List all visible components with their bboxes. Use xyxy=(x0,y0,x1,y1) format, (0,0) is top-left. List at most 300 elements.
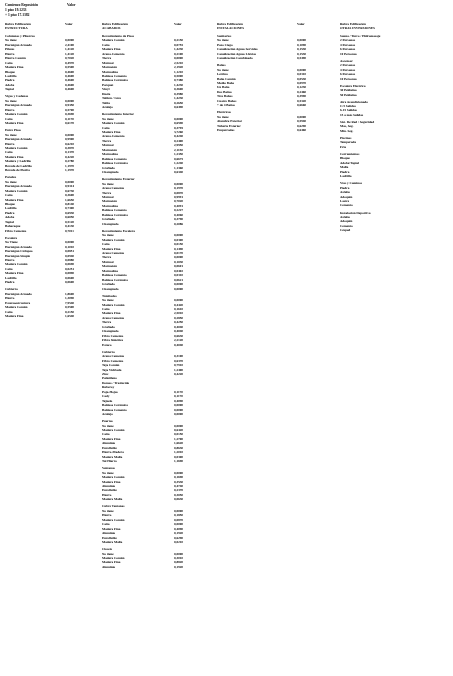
item-label: Hormigón Ciclópeo xyxy=(5,249,33,254)
item-label: Tierra xyxy=(102,190,112,195)
item-label: Ladrillo xyxy=(5,73,17,78)
item-value: 0,0310 xyxy=(174,273,184,278)
item-label: Baldosa Cerámica xyxy=(102,161,128,166)
item-label: Tierra xyxy=(102,138,112,143)
section xyxy=(102,504,212,544)
item-value: 0,7910 xyxy=(174,363,184,368)
item-value: 1,2010 xyxy=(174,450,184,455)
item-value: 0,2400 xyxy=(174,138,184,143)
item-value: 0,4970 xyxy=(65,60,75,65)
item-label: Baldosa Cerámica xyxy=(102,78,128,83)
list-item xyxy=(102,565,212,569)
section-title: Revestimiento Interior xyxy=(102,112,134,117)
item-label: Hormigón Armado xyxy=(5,103,32,108)
item-label: Baldosa Cerámica xyxy=(102,277,128,282)
item-value: 0,2100 xyxy=(174,51,184,56)
item-value: 0,0402 xyxy=(174,268,184,273)
section-title: Sauna / Turco / Hidromasaje xyxy=(340,33,381,38)
section-title: Cubre Ventanas xyxy=(102,504,125,509)
item-value: 1,6540 xyxy=(65,314,75,319)
item-label: Estuco xyxy=(102,342,112,347)
item-label: Adobe/Tapial xyxy=(340,160,359,165)
item-label: Madera Fina xyxy=(5,65,24,70)
item-value: 0,0000 xyxy=(174,56,184,61)
item-label: Baldosa Cemento xyxy=(102,273,127,278)
item-label: No tiene xyxy=(102,551,114,556)
item-label: 6 Personas xyxy=(340,47,356,52)
item-label: Madera Fina xyxy=(102,436,121,441)
item-value: 0,1970 xyxy=(174,186,184,191)
item-value: 2,5010 xyxy=(174,311,184,316)
item-value: 0,2850 xyxy=(174,315,184,320)
item-value: 0,0755 xyxy=(174,42,184,47)
item-value: 0,0000 xyxy=(65,179,75,184)
item-label: No tiene xyxy=(102,181,114,186)
item-label: Césped xyxy=(340,228,351,233)
item-label: Madera Fina xyxy=(5,197,24,202)
item-label: Caña xyxy=(5,116,13,121)
section xyxy=(102,112,212,174)
header-label-column: Comienzo Reposición xyxy=(5,3,39,7)
item-value: 0,0150 xyxy=(174,242,184,247)
section-title: Ascensor xyxy=(340,58,353,63)
item-label: Marmetón xyxy=(102,264,118,269)
item-value: 1,6620 xyxy=(174,441,184,446)
item-value: 0,0300 xyxy=(174,237,184,242)
item-label: Baldosa Cemento xyxy=(102,73,127,78)
item-value: 1,2350 xyxy=(174,152,184,157)
item-value: 0,0000 xyxy=(174,508,184,513)
item-value: 0,4240 xyxy=(174,134,184,139)
item-label: Pilotes xyxy=(5,47,15,52)
item-label: Canalización Aguas Lluvias xyxy=(217,51,257,56)
item-label: Madera Común xyxy=(102,517,125,522)
item-value: 0,4600 xyxy=(65,73,75,78)
item-label: No tiene xyxy=(5,179,17,184)
section xyxy=(217,34,327,61)
list-item xyxy=(102,459,212,463)
section xyxy=(340,211,450,233)
item-value: 1,1690 xyxy=(174,459,184,464)
list-item xyxy=(340,174,450,178)
column-title xyxy=(340,22,450,31)
item-value: 0,4130 xyxy=(65,224,75,229)
section-title: Entre Pisos xyxy=(5,128,21,133)
section xyxy=(340,100,450,118)
item-value: 0,4740 xyxy=(174,484,184,489)
item-value: 0,0000 xyxy=(297,114,307,119)
item-label: No tiene xyxy=(102,298,114,303)
item-value: 0,0000 xyxy=(174,233,184,238)
item-label: Empotradas xyxy=(217,128,235,133)
item-value: 0,6730 xyxy=(65,188,75,193)
item-value: 0,0000 xyxy=(174,412,184,417)
list-item xyxy=(340,77,450,81)
item-value: 0,0940 xyxy=(65,253,75,258)
item-label: No tiene xyxy=(102,470,114,475)
item-label: Alambre Exterior xyxy=(217,119,243,124)
item-label: Tapial xyxy=(5,219,14,224)
item-value: 0,6420 xyxy=(174,427,184,432)
item-label: Azulejo xyxy=(102,412,113,417)
section xyxy=(102,419,212,464)
item-label: Hierro xyxy=(5,258,15,263)
item-value: 0,3050 xyxy=(174,492,184,497)
item-value: 0,1370 xyxy=(65,150,75,155)
item-label: Malla xyxy=(340,165,349,170)
item-value: 0,5500 xyxy=(65,305,75,310)
item-label: Champiado xyxy=(102,170,119,175)
item-value: 2,1920 xyxy=(174,65,184,70)
item-label: No tiene xyxy=(102,233,114,238)
item-label: Tierra xyxy=(102,56,112,61)
item-value: 0,0000 xyxy=(297,38,307,43)
item-label: Ruberoy xyxy=(102,385,115,390)
item-label: Madera y Ladrillo xyxy=(5,159,32,164)
section xyxy=(102,350,212,417)
item-label: No tiene xyxy=(102,423,114,428)
item-value: 0,5500 xyxy=(65,65,75,70)
item-label: Caña xyxy=(5,60,13,65)
item-value: 0,1690 xyxy=(174,475,184,480)
item-label: Madera Común xyxy=(102,302,125,307)
item-value: 0,0890 xyxy=(65,271,75,276)
column-value-header: Valor xyxy=(65,22,73,26)
item-label: Azulejo xyxy=(102,105,113,110)
header-row xyxy=(5,13,75,18)
item-label: Baldosa Cerámica xyxy=(102,212,128,217)
item-label: + de 4 Baños xyxy=(217,103,235,108)
list-item xyxy=(5,121,113,125)
item-value: 2,2120 xyxy=(174,338,184,343)
item-value: 2,9950 xyxy=(174,143,184,148)
section xyxy=(340,136,450,149)
list-item xyxy=(102,105,212,109)
item-label: Marmetón xyxy=(102,199,118,204)
item-label: Grafiado xyxy=(102,282,115,287)
item-value: 0,4090 xyxy=(174,526,184,531)
item-label: Hierro-Madera xyxy=(102,450,124,455)
section xyxy=(340,152,450,179)
section-title: Cubierta xyxy=(5,287,18,292)
item-label: No tiene xyxy=(217,67,229,72)
item-value: 0,5940 xyxy=(297,119,307,124)
item-value: 0,3100 xyxy=(174,354,184,359)
section-title: Revestimiento Escalera xyxy=(102,228,135,233)
item-label: Teja Común xyxy=(102,363,120,368)
item-label: Enrollable xyxy=(102,535,117,540)
item-label: Arena-Cemento xyxy=(102,134,125,139)
item-value: 0,4600 xyxy=(65,87,75,92)
item-value: 0,0601 xyxy=(174,264,184,269)
item-label: Arena-Cemento xyxy=(102,51,125,56)
item-label: Madera Común xyxy=(102,427,125,432)
section xyxy=(217,110,327,132)
item-label: 10 Personas xyxy=(340,51,357,56)
item-label: Hierro xyxy=(5,51,15,56)
item-label: Adobe xyxy=(5,82,15,87)
item-value: 0,4040 xyxy=(174,342,184,347)
item-label: Mármol xyxy=(102,194,114,199)
item-label: Marmolina xyxy=(102,203,118,208)
item-label: Hierro Común xyxy=(5,56,26,61)
item-label: Mármol xyxy=(102,60,114,65)
item-value: 1,1970 xyxy=(65,163,75,168)
item-value: 0,2370 xyxy=(174,488,184,493)
item-value: 0,7020 xyxy=(65,56,75,61)
item-label: Madera Común xyxy=(102,237,125,242)
item-value: 0,1490 xyxy=(174,246,184,251)
column-title xyxy=(102,22,212,31)
item-label: No tiene xyxy=(5,98,17,103)
item-label: Madera Fina xyxy=(102,479,121,484)
item-value: 0,1920 xyxy=(174,531,184,536)
item-value: 0,0000 xyxy=(65,240,75,245)
item-label: Fría xyxy=(340,144,347,149)
list-item xyxy=(217,128,327,132)
header-item-label: + 1 piso 17.1382 xyxy=(5,13,30,17)
item-label: Letrina xyxy=(217,72,228,77)
item-label: Caña xyxy=(102,242,110,247)
item-label: Teja Vidriada xyxy=(102,367,122,372)
item-label: Madera Común xyxy=(102,38,125,43)
column-value-header: Valor xyxy=(297,22,305,26)
item-value: 0,7011 xyxy=(65,228,74,233)
item-value: 0,1090 xyxy=(297,42,307,47)
section-title: Vías y Caminos xyxy=(340,181,362,186)
item-value: 0,0000 xyxy=(174,298,184,303)
section xyxy=(340,181,450,208)
item-label: C/3 Salidas xyxy=(340,104,356,109)
item-label: Un Baño xyxy=(217,85,230,90)
item-label: Caña xyxy=(102,432,110,437)
column-title-label: Rubro Edificación Valor xyxy=(102,22,182,26)
item-label: Baño Común xyxy=(217,76,236,81)
item-value: 0,2150 xyxy=(174,38,184,43)
column-title-label: Rubro Edificación Valor xyxy=(5,22,73,26)
list-item xyxy=(102,287,212,291)
item-value: 0,0251 xyxy=(65,266,75,271)
item-value: 0,0000 xyxy=(174,470,184,475)
item-value: 0,8630 xyxy=(174,445,184,450)
item-value: 0,4090 xyxy=(174,398,184,403)
item-value: 0,4220 xyxy=(65,154,75,159)
item-label: Fibro Cemento xyxy=(102,358,124,363)
column-title-label: Rubro Edificación xyxy=(340,22,366,26)
column-title-label: Rubro Edificación Valor xyxy=(217,22,305,26)
item-label: Hormigón Armado xyxy=(5,291,32,296)
item-value: 0,2780 xyxy=(65,159,75,164)
item-label: Caña xyxy=(5,193,13,198)
item-label: Grafiado xyxy=(102,165,115,170)
item-value: 0,5490 xyxy=(297,56,307,61)
item-label: Fibro Cemento xyxy=(102,333,124,338)
item-value: 0,5000 xyxy=(174,73,184,78)
item-value: 2,4100 xyxy=(65,42,75,47)
section xyxy=(5,125,113,173)
item-label: Caña xyxy=(102,125,110,130)
item-label: Cemento xyxy=(340,223,353,228)
item-value: 1,4230 xyxy=(174,82,184,87)
item-label: Marmetón xyxy=(102,147,118,152)
section xyxy=(340,84,450,97)
item-value: 0,6290 xyxy=(174,535,184,540)
section-title: Cerramientos xyxy=(340,151,360,156)
item-label: Ladrillo xyxy=(5,275,17,280)
item-value: 0,1920 xyxy=(174,564,184,569)
item-label: No Tiene xyxy=(5,240,18,245)
item-label: No tiene xyxy=(5,38,17,43)
item-label: Bloque xyxy=(340,156,350,161)
item-label: Aluminio xyxy=(102,441,116,446)
section xyxy=(340,34,450,56)
item-label: Asfalto xyxy=(340,190,351,195)
item-label: Hierro xyxy=(5,107,15,112)
item-value: 0,0000 xyxy=(174,522,184,527)
section-title: Vigas y Cadenas xyxy=(5,94,29,99)
item-value: 0,0600 xyxy=(65,275,75,280)
item-value: 0,7380 xyxy=(174,78,184,83)
item-label: Baldosa Cemento xyxy=(102,208,127,213)
item-label: Cady xyxy=(102,394,110,399)
list-item xyxy=(340,93,450,97)
item-label: Adoquín xyxy=(340,194,353,199)
item-label: Hormigón Armado xyxy=(5,184,32,189)
list-item xyxy=(217,56,327,60)
item-value: 0,4040 xyxy=(174,329,184,334)
item-label: Canalización Aguas Servidas xyxy=(217,47,258,52)
item-value: 0,0880 xyxy=(65,258,75,263)
item-label: 4 Personas xyxy=(340,67,356,72)
item-value: 0,0600 xyxy=(65,280,75,285)
item-label: No tiene xyxy=(102,116,114,121)
section-title: Tumbados xyxy=(102,293,117,298)
item-label: Champiado xyxy=(102,329,119,334)
item-label: Asfalto xyxy=(340,214,351,219)
item-value: 0,2650 xyxy=(174,100,184,105)
column-title-category: OTRAS INVERSIONES xyxy=(340,26,375,31)
item-label: Bóveda de Ladrillo xyxy=(5,163,32,168)
item-value: 0,3530 xyxy=(174,479,184,484)
section-title: Piscinas xyxy=(340,135,352,140)
column-title-category: ESTRUCTURA xyxy=(5,26,28,31)
list-item xyxy=(340,52,450,56)
list-item xyxy=(102,343,212,347)
item-value: 0,3600 xyxy=(65,193,75,198)
item-value: 0,4220 xyxy=(174,371,184,376)
item-label: Enrollable xyxy=(102,445,117,450)
item-label: 6 Personas xyxy=(340,72,356,77)
item-value: 0,0000 xyxy=(174,255,184,260)
section-title: Paredes xyxy=(5,175,17,180)
item-value: 0,1170 xyxy=(174,394,183,399)
item-label: Caña xyxy=(5,266,13,271)
section-title: Instalación Deportiva xyxy=(340,210,371,215)
item-label: Madera Fina xyxy=(5,121,24,126)
item-value: 0,6370 xyxy=(174,358,184,363)
item-label: Piedra xyxy=(5,78,15,83)
item-label: Bloque xyxy=(5,202,15,206)
column-estructura xyxy=(5,22,113,319)
item-label: Tapial xyxy=(5,87,14,92)
item-label: Baldosa Cemento xyxy=(102,156,127,161)
item-value: 0,1530 xyxy=(297,51,307,56)
column-title-category: INSTALACIONES xyxy=(217,26,245,31)
item-label: Mas, Seg. xyxy=(340,124,354,129)
item-value: 0,2150 xyxy=(65,309,75,314)
item-value: 1,4120 xyxy=(65,47,75,52)
item-value: 0,3795 xyxy=(174,125,184,130)
item-value: 0,0870 xyxy=(174,517,184,522)
item-label: Caña xyxy=(102,42,110,47)
header-value-column: Valor xyxy=(67,3,76,7)
item-value: 0,0000 xyxy=(297,67,307,72)
item-label: Tejuelo xyxy=(102,398,113,403)
item-value: 0,0621 xyxy=(174,277,184,282)
item-value: 2,1150 xyxy=(174,147,183,152)
item-label: Hormigón Simple xyxy=(5,253,31,258)
item-value: 0,5320 xyxy=(297,98,307,103)
item-label: Aluminio xyxy=(102,564,116,569)
item-value: 0,4600 xyxy=(65,82,75,87)
item-value: 0,0000 xyxy=(174,551,184,556)
item-label: Champiado xyxy=(102,286,119,291)
item-value: 0,6660 xyxy=(297,103,307,108)
item-value: 1,4230 xyxy=(174,96,184,101)
section-title: Closets xyxy=(102,547,113,552)
item-label: Madera Fina xyxy=(102,130,121,135)
list-item xyxy=(102,170,212,174)
section-title: Sanitarios xyxy=(217,33,232,38)
list-item xyxy=(5,314,113,318)
item-value: 0,0000 xyxy=(174,286,184,291)
list-item xyxy=(340,113,450,117)
item-label: Tubería Exterior xyxy=(217,123,241,128)
item-label: Dos Baños xyxy=(217,89,232,94)
item-value: 0,6340 xyxy=(174,170,184,175)
item-label: Pozo Ciego xyxy=(217,42,233,47)
section xyxy=(102,294,212,347)
list-item xyxy=(340,203,450,207)
section-title: Revestimiento de Pisos xyxy=(102,33,135,38)
item-value: 0,6490 xyxy=(174,105,184,110)
item-value: 0,2227 xyxy=(174,208,184,213)
item-value: 1,2400 xyxy=(174,367,184,372)
item-value: 0,2086 xyxy=(174,221,184,226)
item-label: Marmolina xyxy=(102,69,118,74)
item-label: Hormigón Armado xyxy=(5,137,32,142)
item-label: Baldosa Cemento xyxy=(102,407,127,412)
item-label: 10 Personas xyxy=(340,76,357,81)
item-value: 0,3600 xyxy=(174,87,184,92)
item-label: Madera Fina xyxy=(102,560,121,565)
item-label: Hierro xyxy=(102,513,112,518)
column-title xyxy=(5,22,113,31)
section xyxy=(5,287,113,318)
item-value: 3,7260 xyxy=(174,130,184,135)
item-label: Madera Común xyxy=(5,188,28,193)
item-label: Duela xyxy=(102,91,111,96)
item-value: 0,0000 xyxy=(174,181,184,186)
item-label: Enrollable xyxy=(102,488,117,493)
item-label: Marmolina xyxy=(102,268,118,273)
item-value: 0,3690 xyxy=(65,112,75,117)
item-value: 0,4060 xyxy=(174,212,184,217)
item-label: 50 Peldaños xyxy=(340,92,357,97)
item-value: 1,4120 xyxy=(65,51,75,56)
item-label: Hormigón Armado xyxy=(5,244,32,249)
item-label: Madera Común xyxy=(102,475,125,480)
